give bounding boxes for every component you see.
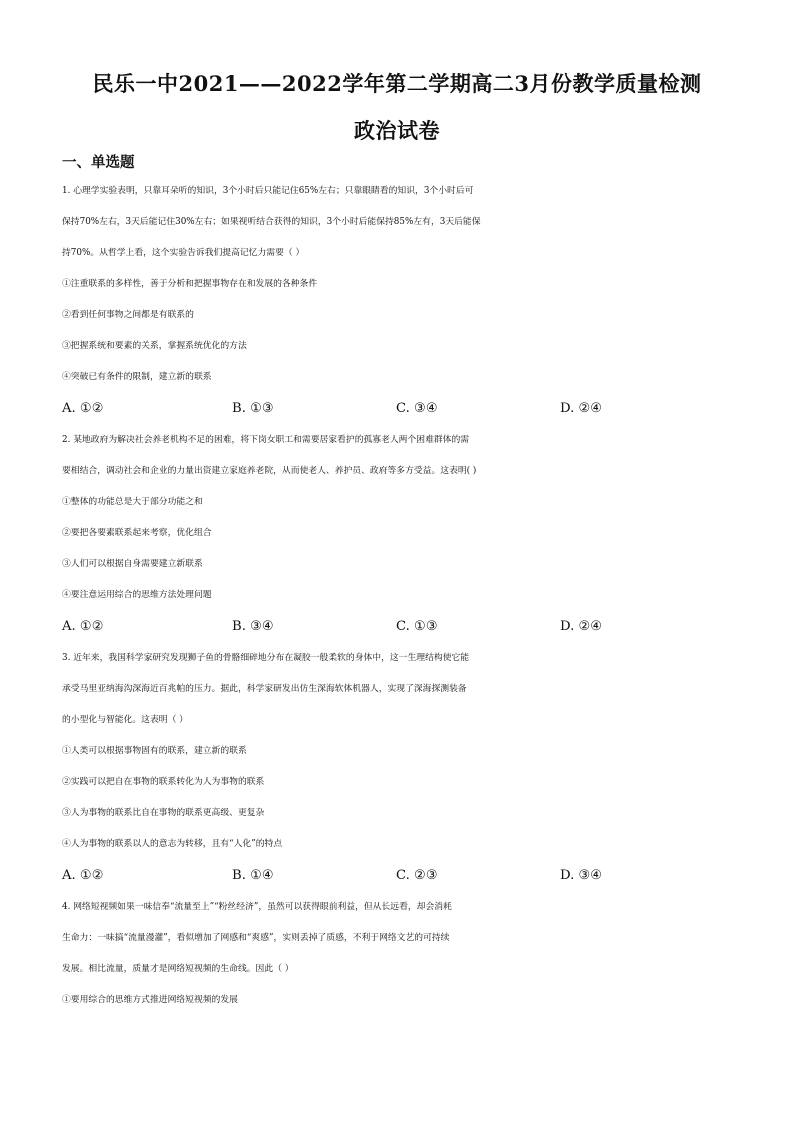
question-2-text: 2. 某地政府为解决社会养老机构不足的困难，将下岗女职工和需要居家看护的孤寡老人两个困难群体的需 (62, 435, 470, 445)
question-1-text: 1. 心理学实验表明，只靠耳朵听的知识，3个小时后只能记住65%左右；只靠眼睛看的知识，3个小时后可 (62, 186, 474, 196)
question-1-text: 持70%。从哲学上看，这个实验告诉我们提高记忆力需要（ ） (62, 248, 305, 258)
question-3-statement: ①人类可以根据事物固有的联系，建立新的联系 (62, 746, 247, 756)
question-3-statement: ④人为事物的联系以人的意志为转移，且有“人化”的特点 (62, 839, 283, 849)
exam-subject: 政治试卷 (354, 118, 440, 143)
question-3-option-a: A. ①② (62, 868, 104, 883)
question-4-statement: ①要用综合的思维方式推进网络短视频的发展 (62, 995, 238, 1005)
question-3-text: 3. 近年来，我国科学家研究发现狮子鱼的骨骼细碎地分布在凝胶一般柔软的身体中，这一生理结构使它能 (62, 653, 470, 663)
question-1-option-c: C. ③④ (396, 401, 438, 416)
question-1-statement: ①注重联系的多样性，善于分析和把握事物存在和发展的各种条件 (62, 279, 318, 289)
question-1-text: 保持70%左右，3天后能记住30%左右；如果视听结合获得的知识，3个小时后能保持85%左有，3天后能保 (62, 217, 481, 227)
question-2-text: 要相结合，调动社会和企业的力量出资建立家庭养老院，从而使老人、养护员、政府等多方受益。这表明( ) (62, 466, 477, 476)
question-2-option-c: C. ①③ (396, 619, 438, 634)
question-4-text: 生命力：一味搞“流量漫灌”，看似增加了网感和“爽感”，实则丢掉了质感，不利于网络文艺的可持续 (62, 933, 450, 943)
question-2-option-b: B. ③④ (232, 619, 274, 634)
question-1-option-d: D. ②④ (560, 401, 603, 416)
question-3-text: 的小型化与智能化。这表明（ ） (62, 715, 188, 725)
question-1-statement: ③把握系统和要素的关系，掌握系统优化的方法 (62, 341, 247, 351)
question-4-text: 发展。相比流量，质量才是网络短视频的生命线。因此（ ） (62, 964, 294, 974)
question-2-statement: ③人们可以根据自身需要建立新联系 (62, 559, 203, 569)
question-3-option-c: C. ②③ (396, 868, 438, 883)
question-3-option-b: B. ①④ (232, 868, 274, 883)
question-2-option-d: D. ②④ (560, 619, 603, 634)
question-2-option-a: A. ①② (62, 619, 104, 634)
question-3-statement: ②实践可以把自在事物的联系转化为人为事物的联系 (62, 777, 265, 787)
question-1-statement: ④突破已有条件的限制，建立新的联系 (62, 372, 212, 382)
exam-title: 民乐一中2021——2022学年第二学期高二3月份教学质量检测 (92, 71, 702, 96)
question-2-statement: ①整体的功能总是大于部分功能之和 (62, 497, 203, 507)
section-heading: 一、单选题 (62, 155, 135, 171)
question-3-statement: ③人为事物的联系比自在事物的联系更高级、更复杂 (62, 808, 265, 818)
question-2-statement: ②要把各要素联系起来考察，优化组合 (62, 528, 212, 538)
question-4-text: 4. 网络短视频如果一味信奉“流量至上”“粉丝经济”，虽然可以获得眼前利益，但从长远看，却会消耗 (62, 902, 452, 912)
question-3-option-d: D. ③④ (560, 868, 603, 883)
question-2-statement: ④要注意运用综合的思维方法处理问题 (62, 590, 212, 600)
question-1-option-b: B. ①③ (232, 401, 274, 416)
question-1-statement: ②看到任何事物之间都是有联系的 (62, 310, 194, 320)
question-1-option-a: A. ①② (62, 401, 104, 416)
question-3-text: 承受马里亚纳海沟深海近百兆帕的压力。据此，科学家研发出仿生深海软体机器人，实现了深海探测装备 (62, 684, 467, 694)
